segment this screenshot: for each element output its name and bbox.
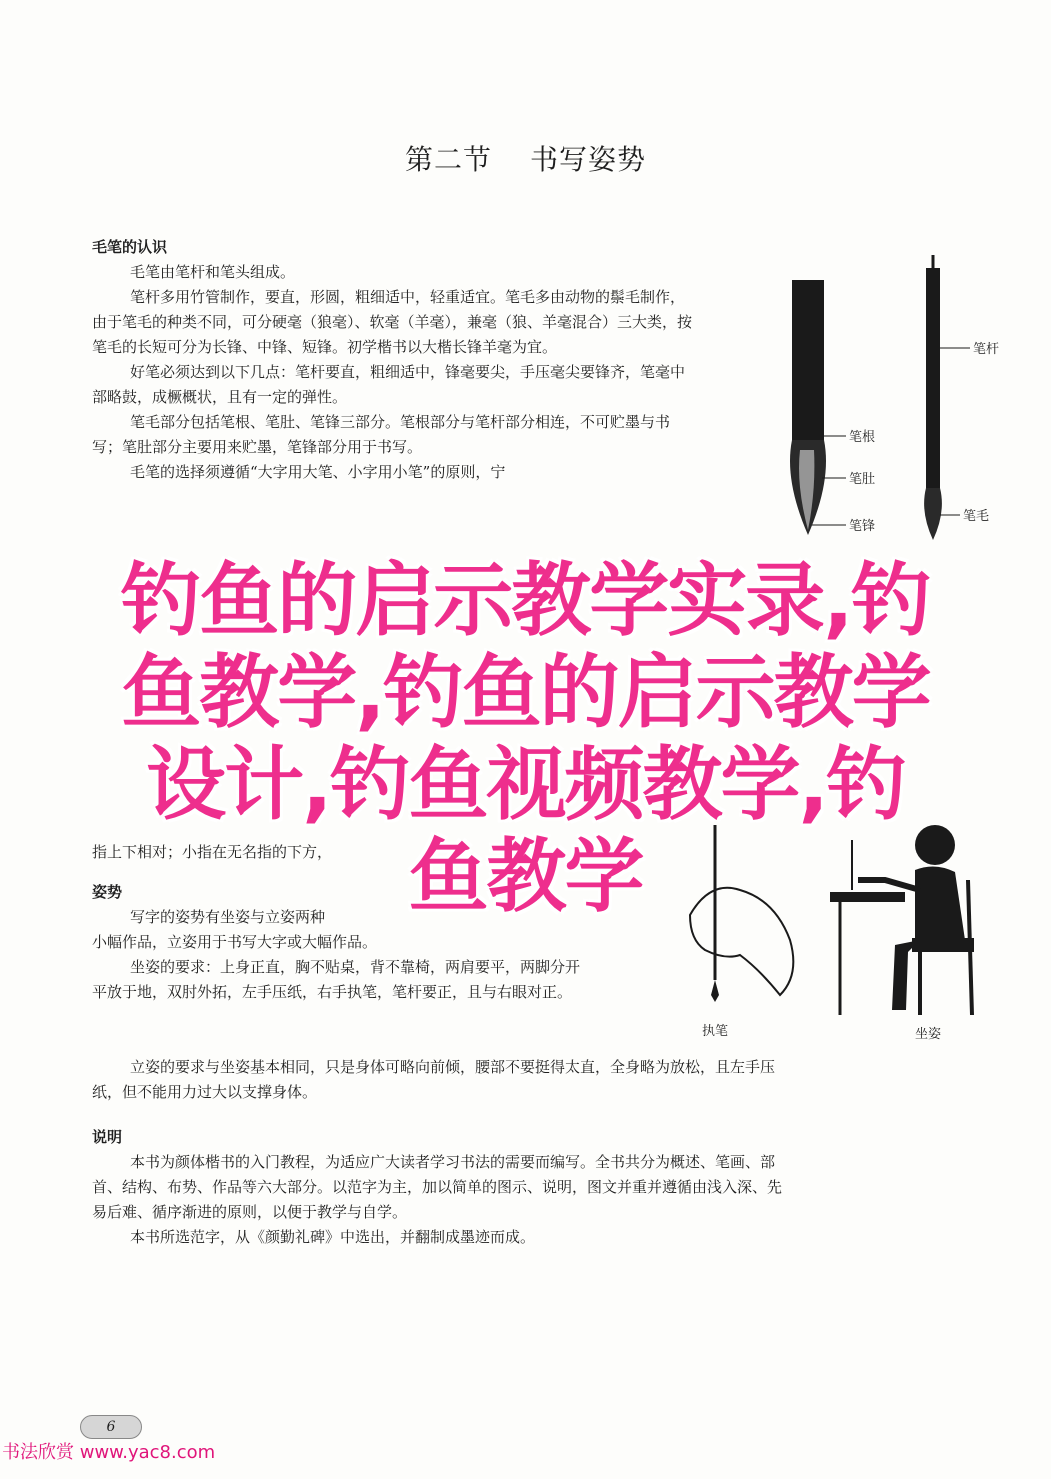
thin-brush-handle-shape	[926, 268, 940, 488]
posture-heading: 姿势	[92, 883, 123, 901]
label-gen: 笔根	[849, 430, 876, 445]
note-heading: 说明	[92, 1128, 123, 1146]
overlay-line: 钓鱼的启示教学实录,钓	[121, 554, 930, 647]
overlay-line: 鱼教学	[408, 830, 643, 923]
note-paragraph: 本书为颜体楷书的入门教程，为适应广大读者学习书法的需要而编写。全书共分为概述、笔画、部首、结构、布势、作品等六大部分。以范字为主，加以简单的图示、说明，图文并重并遵循由浅入深、先易后难、循序渐进的原则，以便于教学与自学。	[92, 1153, 783, 1221]
posture-paragraph: 坐姿的要求：上身正直，胸不贴桌，背不靠椅，两肩要平，两脚分开平放于地，双肘外拓，左手压纸，右手执笔，笔杆要正，且与右眼对正。	[92, 958, 581, 1001]
hold-paragraph: 指上下相对；小指在无名指的下方，	[92, 843, 333, 861]
overlay-title	[0, 555, 1051, 923]
page-number: 6	[80, 1415, 142, 1439]
brush-section	[92, 235, 692, 485]
brush-paragraph: 笔杆多用竹管制作，要直，形圆，粗细适中，轻重适宜。笔毛多由动物的鬃毛制作，由于笔毛的种类不同，可分硬毫（狼毫）、软毫（羊毫），兼毫（狼、羊毫混合）三大类，按笔毛的长短可分为长锋、中锋、短锋。初学楷书以大楷长锋羊毫为宜。	[92, 288, 693, 356]
posture-paragraph: 小幅作品，立姿用于书写大字或大幅作品。	[92, 933, 378, 951]
brush-paragraph: 毛笔的选择须遵循“大字用大笔、小字用小笔”的原则，宁	[130, 463, 506, 481]
label-mao: 笔毛	[963, 509, 990, 524]
brush-diagram	[770, 250, 1020, 550]
overlay-line: 设计,钓鱼视频教学,钓	[146, 738, 905, 831]
posture-paragraph: 写字的姿势有坐姿与立姿两种	[130, 908, 326, 926]
label-gan: 笔杆	[973, 342, 1000, 357]
brush-paragraph: 笔毛部分包括笔根、笔肚、笔锋三部分。笔根部分与笔杆部分相连，不可贮墨与书写；笔肚部分主要用来贮墨，笔锋部分用于书写。	[92, 413, 671, 456]
note-section	[92, 1125, 792, 1250]
section-title: 书写姿势	[530, 143, 647, 176]
label-sit: 坐姿	[915, 1027, 942, 1040]
section-number: 第二节	[404, 143, 492, 176]
chair-seat-shape	[912, 938, 974, 952]
site-watermark[interactable]: 书法欣赏 www.yac8.com	[2, 1442, 216, 1463]
brush-handle-shape	[792, 280, 824, 440]
brush-paragraph: 好笔必须达到以下几点：笔杆要直，粗细适中，锋毫要尖，手压毫尖要锋齐，笔毫中部略鼓，成橛概状，且有一定的弹性。	[92, 363, 686, 406]
brush-heading: 毛笔的认识	[92, 238, 168, 256]
brush-paragraph: 毛笔由笔杆和笔头组成。	[130, 263, 296, 281]
posture-paragraph: 立姿的要求与坐姿基本相同，只是身体可略向前倾，腰部不要挺得太直，全身略为放松，且左手压纸，但不能用力过大以支撑身体。	[92, 1058, 776, 1101]
label-du: 笔肚	[849, 472, 876, 487]
label-hold: 执笔	[702, 1024, 729, 1039]
note-paragraph: 本书所选范字，从《颜勤礼碑》中选出，并翻制成墨迹而成。	[130, 1228, 536, 1246]
posture-section-cont	[92, 1055, 792, 1105]
label-feng: 笔锋	[849, 519, 876, 534]
overlay-line: 鱼教学,钓鱼的启示教学	[121, 646, 930, 739]
page-title	[0, 138, 1051, 178]
